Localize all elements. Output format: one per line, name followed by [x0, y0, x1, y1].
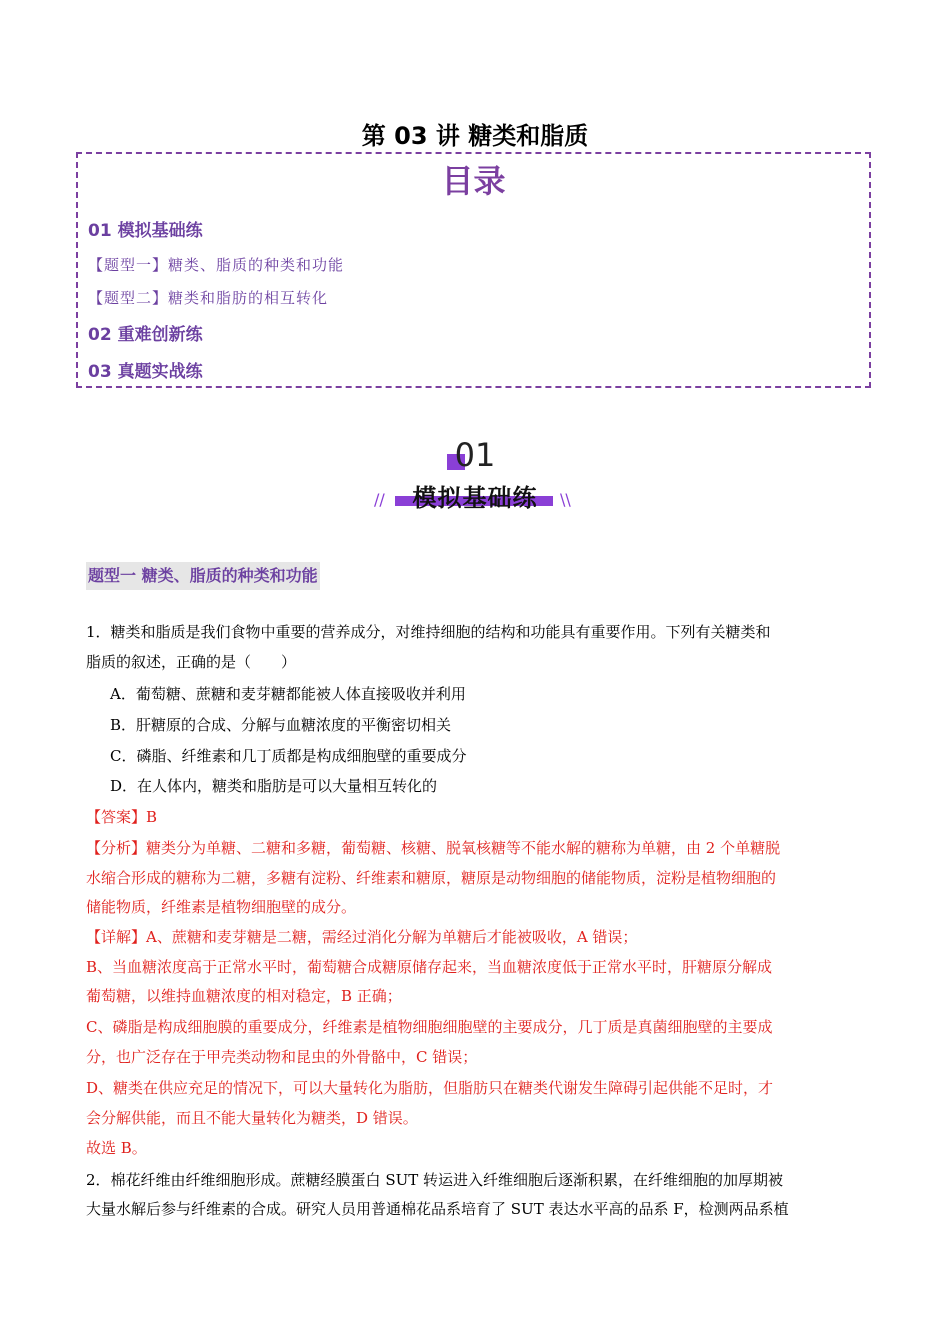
question-1-analysis-line: 储能物质，纤维素是植物细胞壁的成分。: [86, 898, 357, 916]
question-2-stem-line: 大量水解后参与纤维素的合成。研究人员用普通棉花品系培育了 SUT 表达水平高的品系 F，检测两品系植: [86, 1200, 789, 1218]
question-1-stem-line: 脂质的叙述，正确的是（ ）: [86, 653, 297, 671]
banner-slash-left: //: [374, 490, 385, 509]
banner-label: 模拟基础练: [412, 484, 538, 512]
question-1-detail-line: C、磷脂是构成细胞膜的重要成分，纤维素是植物细胞细胞壁的主要成分，几丁质是真菌细胞壁的主要成: [86, 1018, 773, 1036]
question-1-option-d: D．在人体内，糖类和脂肪是可以大量相互转化的: [110, 777, 438, 795]
toc-link-basic-practice[interactable]: 01 模拟基础练: [88, 221, 203, 241]
question-1-answer: 【答案】B: [86, 808, 158, 826]
question-1-stem-line: 1．糖类和脂质是我们食物中重要的营养成分，对维持细胞的结构和功能具有重要作用。下列有关糖类和: [86, 623, 771, 641]
question-1-detail-line: 分，也广泛存在于甲壳类动物和昆虫的外骨骼中，C 错误；: [86, 1048, 478, 1066]
table-of-contents: [76, 152, 871, 388]
section-heading: 题型一 糖类、脂质的种类和功能: [86, 562, 320, 590]
question-1-detail-line: 会分解供能，而且不能大量转化为糖类，D 错误。: [86, 1109, 418, 1127]
section-banner: [0, 432, 950, 522]
question-1-detail-line: 葡萄糖，以维持血糖浓度的相对稳定，B 正确；: [86, 987, 402, 1005]
question-1-analysis-line: 水缩合形成的糖称为二糖，多糖有淀粉、纤维素和糖原，糖原是动物细胞的储能物质，淀粉是植物细胞的: [86, 869, 777, 887]
question-1-option-c: C．磷脂、纤维素和几丁质都是构成细胞壁的重要成分: [110, 747, 467, 765]
toc-link-type-one[interactable]: 【题型一】糖类、脂质的种类和功能: [88, 256, 345, 274]
question-1-conclusion: 故选 B。: [86, 1139, 147, 1157]
question-1-option-a: A．葡萄糖、蔗糖和麦芽糖都能被人体直接吸收并利用: [110, 685, 466, 703]
question-1-option-b: B．肝糖原的合成、分解与血糖浓度的平衡密切相关: [110, 716, 452, 734]
toc-heading: 目录: [441, 162, 506, 200]
banner-slash-right: \\: [560, 490, 571, 509]
toc-link-difficult-practice[interactable]: 02 重难创新练: [88, 325, 203, 345]
page-title: 第 03 讲 糖类和脂质: [361, 122, 589, 150]
question-1-detail-line: 【详解】A、蔗糖和麦芽糖是二糖，需经过消化分解为单糖后才能被吸收，A 错误；: [86, 928, 638, 946]
question-2-stem-line: 2．棉花纤维由纤维细胞形成。蔗糖经膜蛋白 SUT 转运进入纤维细胞后逐渐积累，在纤维细胞的加厚期被: [86, 1171, 784, 1189]
question-1-detail-line: B、当血糖浓度高于正常水平时，葡萄糖合成糖原储存起来，当血糖浓度低于正常水平时，肝糖原分解成: [86, 958, 773, 976]
banner-number: 01: [454, 436, 496, 474]
question-1-analysis-line: 【分析】糖类分为单糖、二糖和多糖，葡萄糖、核糖、脱氧核糖等不能水解的糖称为单糖，由 2 个单糖脱: [86, 839, 781, 857]
toc-link-type-two[interactable]: 【题型二】糖类和脂肪的相互转化: [88, 289, 329, 307]
question-1-detail-line: D、糖类在供应充足的情况下，可以大量转化为脂肪，但脂肪只在糖类代谢发生障碍引起供能不足时，才: [86, 1079, 774, 1097]
toc-link-real-exam-practice[interactable]: 03 真题实战练: [88, 362, 203, 382]
